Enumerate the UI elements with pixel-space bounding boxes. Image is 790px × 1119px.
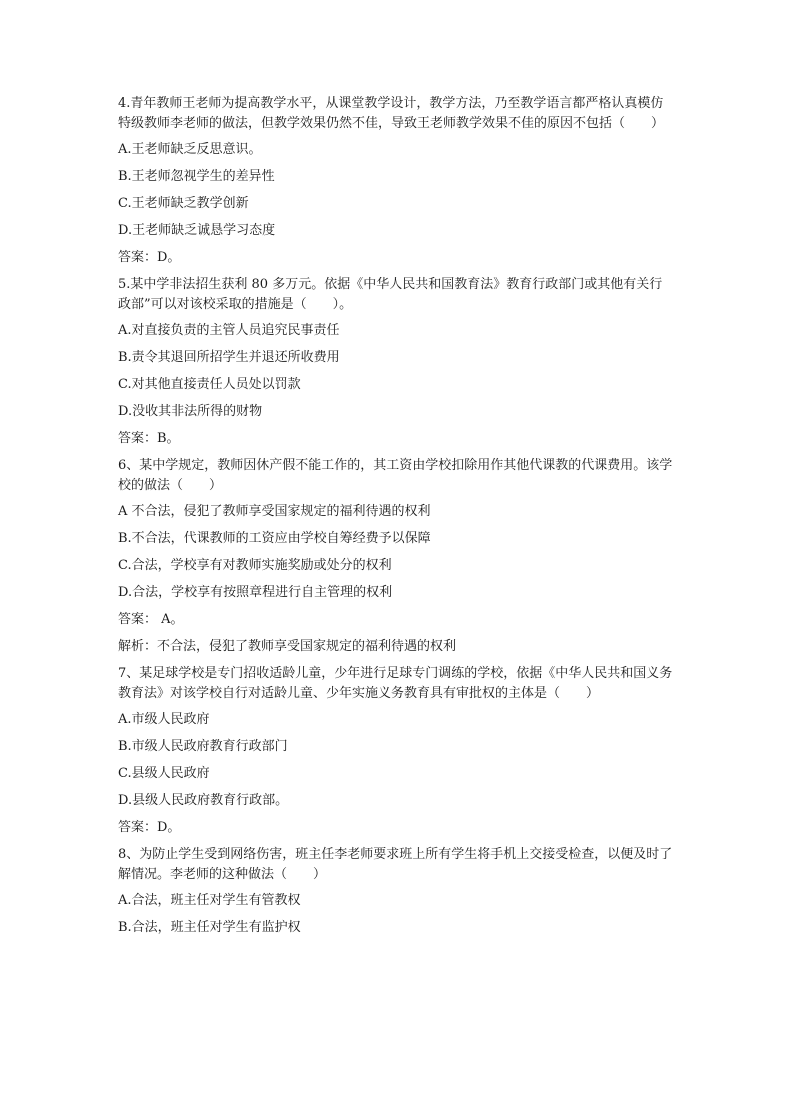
option-d: D.没收其非法所得的财物 (118, 404, 263, 419)
answer: 答案： A。 (118, 612, 184, 627)
document-page (118, 94, 674, 945)
option-c: C.县级人民政府 (118, 766, 210, 781)
option-a: A.市级人民政府 (118, 712, 210, 727)
question-6 (118, 456, 674, 657)
question-5 (118, 275, 674, 449)
question-8 (118, 845, 674, 938)
answer: 答案：B。 (118, 431, 180, 446)
option-a: A.合法，班主任对学生有管教权 (118, 893, 301, 908)
option-c: C.对其他直接责任人员处以罚款 (118, 377, 301, 392)
option-c: C.合法，学校享有对教师实施奖励或处分的权利 (118, 558, 392, 573)
question-stem: 5.某中学非法招生获利 80 多万元。依据《中华人民共和国教育法》教育行政部门或其他有关行政部”可以对该校采取的措施是（ ）。 (118, 277, 663, 312)
option-d: D.县级人民政府教育行政部。 (118, 793, 289, 808)
option-b: B.不合法，代课教师的工资应由学校自筹经费予以保障 (118, 531, 431, 546)
option-b: B.责令其退回所招学生并退还所收费用 (118, 350, 340, 365)
question-stem: 6、某中学规定，教师因休产假不能工作的，其工资由学校扣除用作其他代课教的代课费用。该学校的做法（ ） (118, 458, 673, 493)
option-a: A.对直接负责的主管人员追究民事责任 (118, 323, 340, 338)
question-4 (118, 94, 674, 268)
option-a: A.王老师缺乏反思意识。 (118, 142, 262, 157)
question-stem: 4.青年教师王老师为提高教学水平，从课堂教学设计，教学方法，乃至教学语言都严格认真模仿特级教师李老师的做法，但教学效果仍然不佳，导致王老师教学效果不佳的原因不包括（ ） (118, 96, 665, 131)
option-a: A 不合法，侵犯了教师享受国家规定的福利待遇的权利 (118, 504, 431, 519)
option-d: D.王老师缺乏诚恳学习态度 (118, 223, 276, 238)
option-b: B.王老师忽视学生的差异性 (118, 169, 275, 184)
option-d: D.合法，学校享有按照章程进行自主管理的权利 (118, 585, 393, 600)
question-stem: 7、某足球学校是专门招收适龄儿童，少年进行足球专门调练的学校，依据《中华人民共和国义务教育法》对该学校自行对适龄儿童、少年实施义务教育具有审批权的主体是（ ） (118, 666, 673, 701)
option-b: B.市级人民政府教育行政部门 (118, 739, 288, 754)
explanation: 解析：不合法，侵犯了教师享受国家规定的福利待遇的权利 (118, 639, 457, 654)
question-7 (118, 664, 674, 838)
answer: 答案：D。 (118, 250, 181, 265)
option-b: B.合法，班主任对学生有监护权 (118, 920, 301, 935)
option-c: C.王老师缺乏教学创新 (118, 196, 249, 211)
answer: 答案：D。 (118, 820, 181, 835)
question-stem: 8、为防止学生受到网络伤害，班主任李老师要求班上所有学生将手机上交接受检查，以便及时了解情况。李老师的这种做法（ ） (118, 847, 673, 882)
